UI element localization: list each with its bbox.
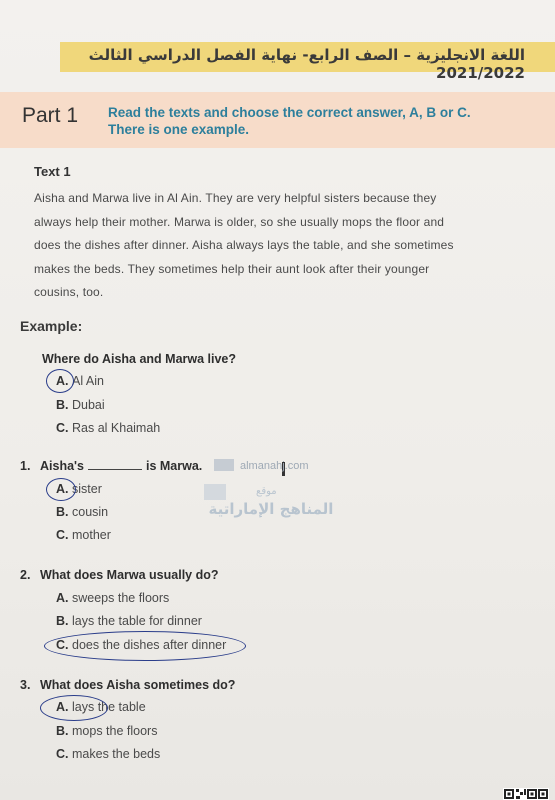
question-number: 1. [20, 459, 31, 473]
option-text: Ras al Khaimah [72, 421, 161, 435]
instructions-line-1: Read the texts and choose the correct answer, A, B or C. [108, 105, 471, 120]
q2-option-a[interactable] [56, 591, 169, 605]
watermark-arabic-small: موقع [256, 486, 277, 497]
watermark-arabic: المناهج الإماراتية [208, 500, 334, 518]
option-text: Al Ain [72, 374, 104, 388]
watermark-logo-block [214, 459, 234, 471]
q3-option-c[interactable] [56, 747, 160, 761]
passage-line: cousins, too. [34, 285, 104, 299]
passage-line: makes the beds. They sometimes help their aunt look after their younger [34, 261, 430, 276]
option-letter: C. [56, 638, 69, 652]
watermark-url: almanahj.com [240, 460, 309, 472]
option-letter: B. [56, 398, 69, 412]
option-letter: B. [56, 724, 69, 738]
q2-option-b[interactable] [56, 614, 202, 628]
question-number: 2. [20, 568, 31, 582]
question-text: What does Aisha sometimes do? [40, 678, 236, 692]
text-section-title: Text 1 [34, 164, 71, 179]
example-option-c[interactable] [56, 421, 160, 435]
option-text: sweeps the floors [72, 591, 170, 605]
option-text: mother [72, 528, 111, 542]
header-title: اللغة الانجليزية – الصف الرابع- نهاية الفصل الدراسي الثالث 2021/2022 [88, 46, 525, 82]
answer-circle-mark [46, 478, 76, 501]
example-question: Where do Aisha and Marwa live? [42, 352, 237, 366]
option-letter: A. [56, 482, 69, 496]
question-2 [20, 568, 219, 582]
part-title: Part 1 [22, 104, 79, 127]
question-3 [20, 678, 235, 692]
question-number: 3. [20, 678, 31, 692]
example-label: Example: [20, 318, 83, 334]
part-instructions [108, 104, 498, 138]
q1-option-b[interactable] [56, 505, 108, 519]
answer-circle-mark [44, 631, 246, 661]
option-text: Dubai [72, 398, 105, 412]
option-text: cousin [72, 505, 109, 519]
passage-line: does the dishes after dinner. Aisha always lays the table, and she sometimes [34, 238, 454, 252]
question-text-after: is Marwa. [145, 459, 203, 473]
option-text: lays the table for dinner [72, 614, 202, 628]
option-letter: C. [56, 528, 69, 542]
question-text: What does Marwa usually do? [40, 568, 219, 582]
passage-line: Aisha and Marwa live in Al Ain. They are very helpful sisters because they [34, 191, 437, 205]
answer-circle-mark [46, 369, 74, 393]
option-text: makes the beds [72, 747, 161, 761]
option-text: does the dishes after dinner [72, 638, 227, 652]
option-letter: A. [56, 374, 69, 388]
instructions-line-2: There is one example. [108, 122, 250, 137]
option-text: lays the table [72, 700, 146, 714]
reading-passage [34, 187, 494, 305]
option-text: sister [72, 482, 102, 496]
question-1 [20, 459, 202, 473]
answer-circle-mark [40, 695, 108, 721]
watermark-logo-block [204, 484, 226, 500]
option-letter: A. [56, 591, 69, 605]
passage-line: always help their mother. Marwa is older, so she usually mops the floor and [34, 214, 445, 229]
qr-code-icon [503, 788, 549, 800]
q3-option-b[interactable] [56, 724, 157, 738]
option-letter: A. [56, 700, 69, 714]
option-letter: C. [56, 421, 69, 435]
option-text: mops the floors [72, 724, 158, 738]
q1-option-c[interactable] [56, 528, 111, 542]
option-letter: C. [56, 747, 69, 761]
option-letter: B. [56, 505, 69, 519]
answer-blank [88, 459, 142, 470]
option-letter: B. [56, 614, 69, 628]
example-option-b[interactable] [56, 398, 105, 412]
question-text-before: Aisha's [40, 459, 84, 473]
